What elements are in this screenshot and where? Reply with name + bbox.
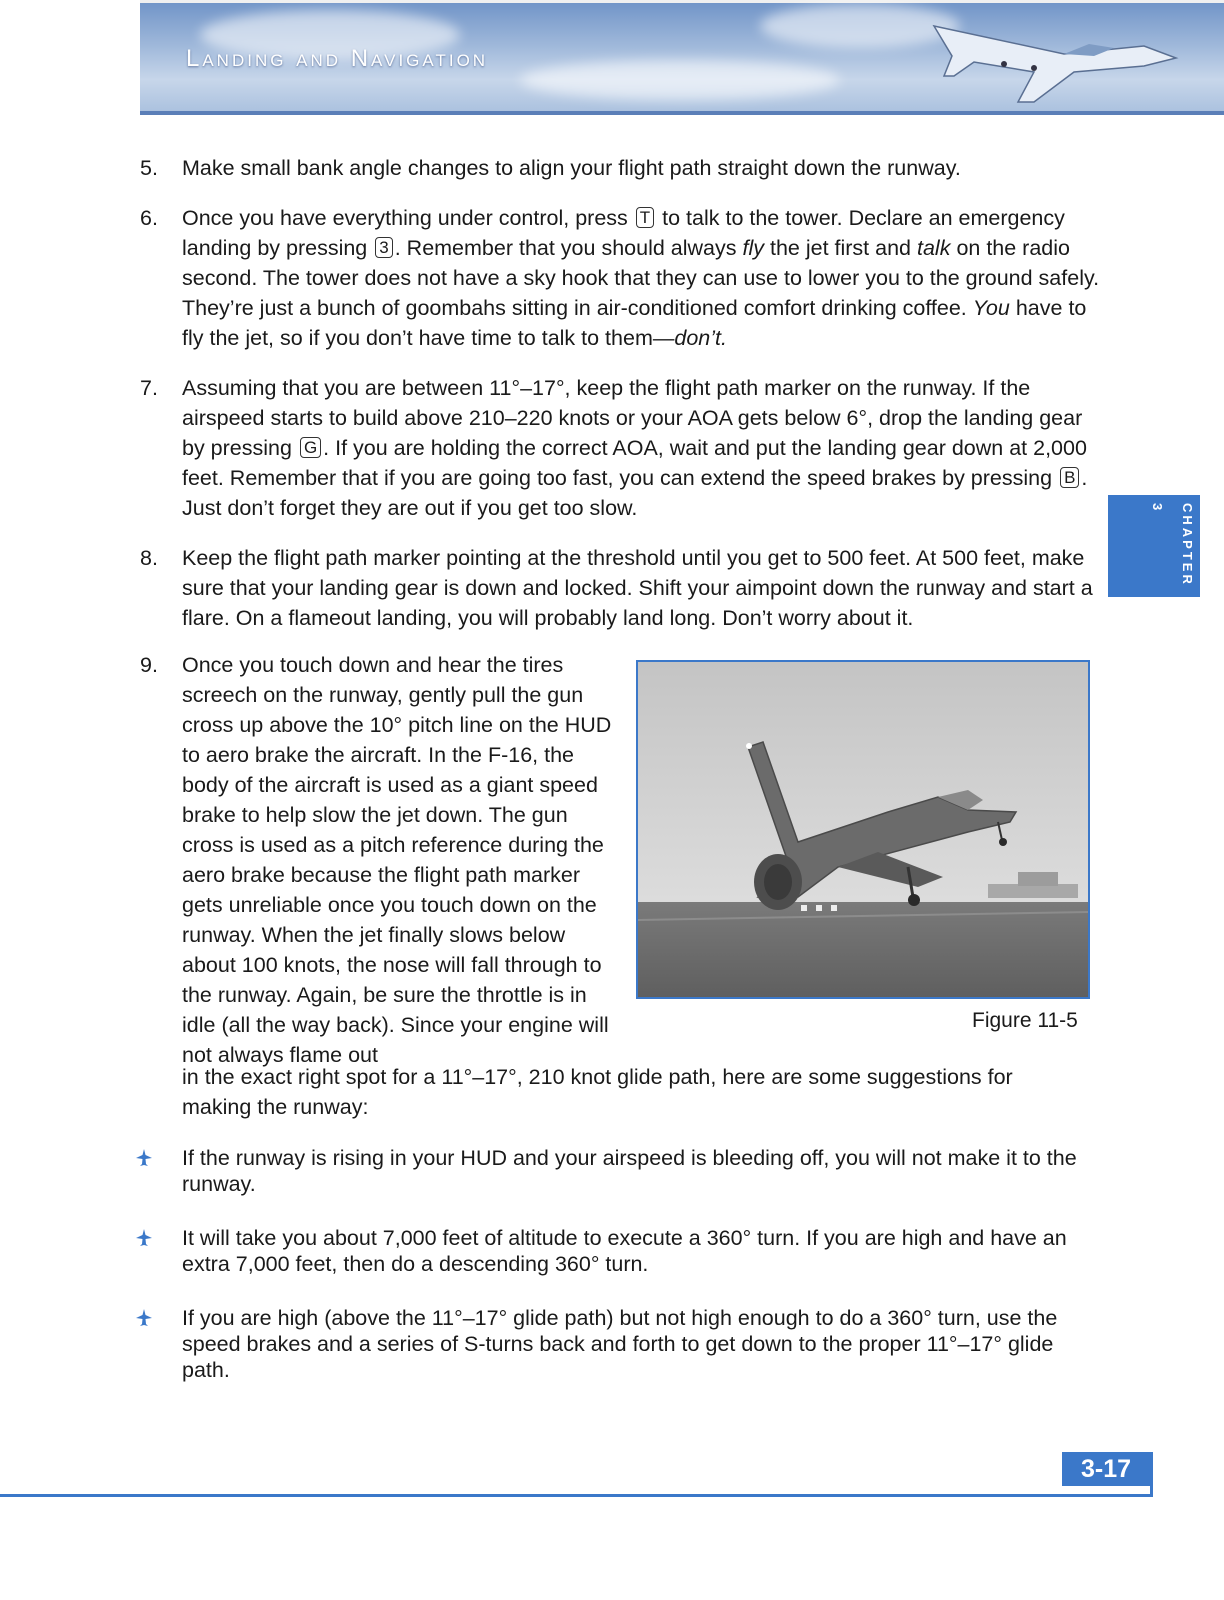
step-8 xyxy=(140,543,1110,633)
f16-landing-illustration xyxy=(638,662,1088,997)
page-number: 3-17 xyxy=(1062,1452,1150,1486)
emphasis-text: don’t. xyxy=(674,326,727,350)
suggestion-text: It will take you about 7,000 feet of altitude to execute a 360° turn. If you are high and have an extra 7,000 feet, then do a descending 360° turn. xyxy=(182,1226,1067,1276)
step-text-part: to talk to the tower. Declare an emergency landing by pressing xyxy=(182,206,1065,260)
footer-rule xyxy=(0,1494,1152,1497)
step-text-part: . Remember that you should always xyxy=(394,236,737,260)
key-cap-g: G xyxy=(300,437,321,458)
figure-jet-landing-photo xyxy=(636,660,1090,999)
key-cap-t: T xyxy=(636,207,654,228)
figure-caption: Figure 11-5 xyxy=(972,1009,1078,1032)
step-text-part: Once you have everything under control, press xyxy=(182,206,628,230)
suggestion-item xyxy=(140,1225,1090,1277)
step-6 xyxy=(140,203,1110,353)
step-text: Make small bank angle changes to align your flight path straight down the runway. xyxy=(182,156,961,180)
chapter-tab xyxy=(1108,495,1200,597)
suggestions-list xyxy=(140,1145,1090,1411)
key-cap-3: 3 xyxy=(375,237,392,258)
step-text: Once you touch down and hear the tires screech on the runway, gently pull the gun cross up above the 10° pitch line on the HUD to aero brake the aircraft. In the F-16, the body of the aircraft is used as a giant speed brake to help slow the jet down. The gun cross is used as a pitch reference during the aero brake because the flight path marker gets unreliable once you touch down on the runway. When the jet finally slows below about 100 knots, the nose will fall through to the runway. Again, be sure the throttle is in idle (all the way back). Since your engine will not always flame out xyxy=(182,653,612,1067)
step-5 xyxy=(140,153,1110,183)
step-text-continued: in the exact right spot for a 11°–17°, 210 knot glide path, here are some suggestions for making the runway: xyxy=(182,1065,1013,1119)
banner-bottom-rule xyxy=(140,111,1224,115)
banner-top-line xyxy=(140,0,1224,3)
suggestion-item xyxy=(140,1305,1090,1383)
key-cap-b: B xyxy=(1060,467,1079,488)
jet-bullet-icon xyxy=(136,1309,152,1327)
steps-list xyxy=(140,153,1110,653)
step-number: 7. xyxy=(140,376,158,400)
step-text-part: Assuming that you are between 11°–17°, keep the flight path marker on the runway. If the airspeed starts to build above 210–220 knots or your AOA gets below 6°, drop the landing gear by pressing xyxy=(182,376,1083,460)
suggestion-item xyxy=(140,1145,1090,1197)
emphasis-text: You xyxy=(972,296,1010,320)
step-number: 8. xyxy=(140,546,158,570)
emphasis-text: talk xyxy=(916,236,951,260)
step-text-part: . Just don’t forget they are out if you get too slow. xyxy=(182,466,1088,520)
step-text-part: . If you are holding the correct AOA, wait and put the landing gear down at 2,000 feet. Remember that if you are going too fast, you can extend the speed brakes by pressing xyxy=(182,436,1087,490)
chapter-tab-label: CHAPTER 3 xyxy=(1150,503,1195,587)
step-number: 9. xyxy=(140,653,158,677)
step-number: 6. xyxy=(140,206,158,230)
step-text-part: the jet first and xyxy=(769,236,911,260)
step-number: 5. xyxy=(140,156,158,180)
footer-rule-vertical xyxy=(1150,1452,1153,1497)
suggestion-text: If the runway is rising in your HUD and your airspeed is bleeding off, you will not make it to the runway. xyxy=(182,1146,1077,1196)
fighter-jet-banner-image xyxy=(914,6,1184,110)
step-text-part: have to fly the jet, so if you don’t have time to talk to them— xyxy=(182,296,1087,350)
emphasis-text: fly xyxy=(742,236,764,260)
step-text-part: on the radio second. The tower does not have a sky hook that they can use to lower you to the ground safely. They’re just a bunch of goombahs sitting in air-conditioned comfort drinking coffee. xyxy=(182,236,1100,320)
jet-bullet-icon xyxy=(136,1149,152,1167)
section-title: Landing and Navigation xyxy=(186,45,489,72)
banner-cloud xyxy=(520,60,840,100)
suggestion-text: If you are high (above the 11°–17° glide path) but not high enough to do a 360° turn, use the speed brakes and a series of S-turns back and forth to get down to the proper 11°–17° glide path. xyxy=(182,1306,1058,1382)
header-banner xyxy=(140,0,1224,114)
step-text: Keep the flight path marker pointing at the threshold until you get to 500 feet. At 500 feet, make sure that your landing gear is down and locked. Shift your aimpoint down the runway and start a flare. On a flameout landing, you will probably land long. Don’t worry about it. xyxy=(182,546,1093,630)
jet-bullet-icon xyxy=(136,1229,152,1247)
step-7 xyxy=(140,373,1110,523)
